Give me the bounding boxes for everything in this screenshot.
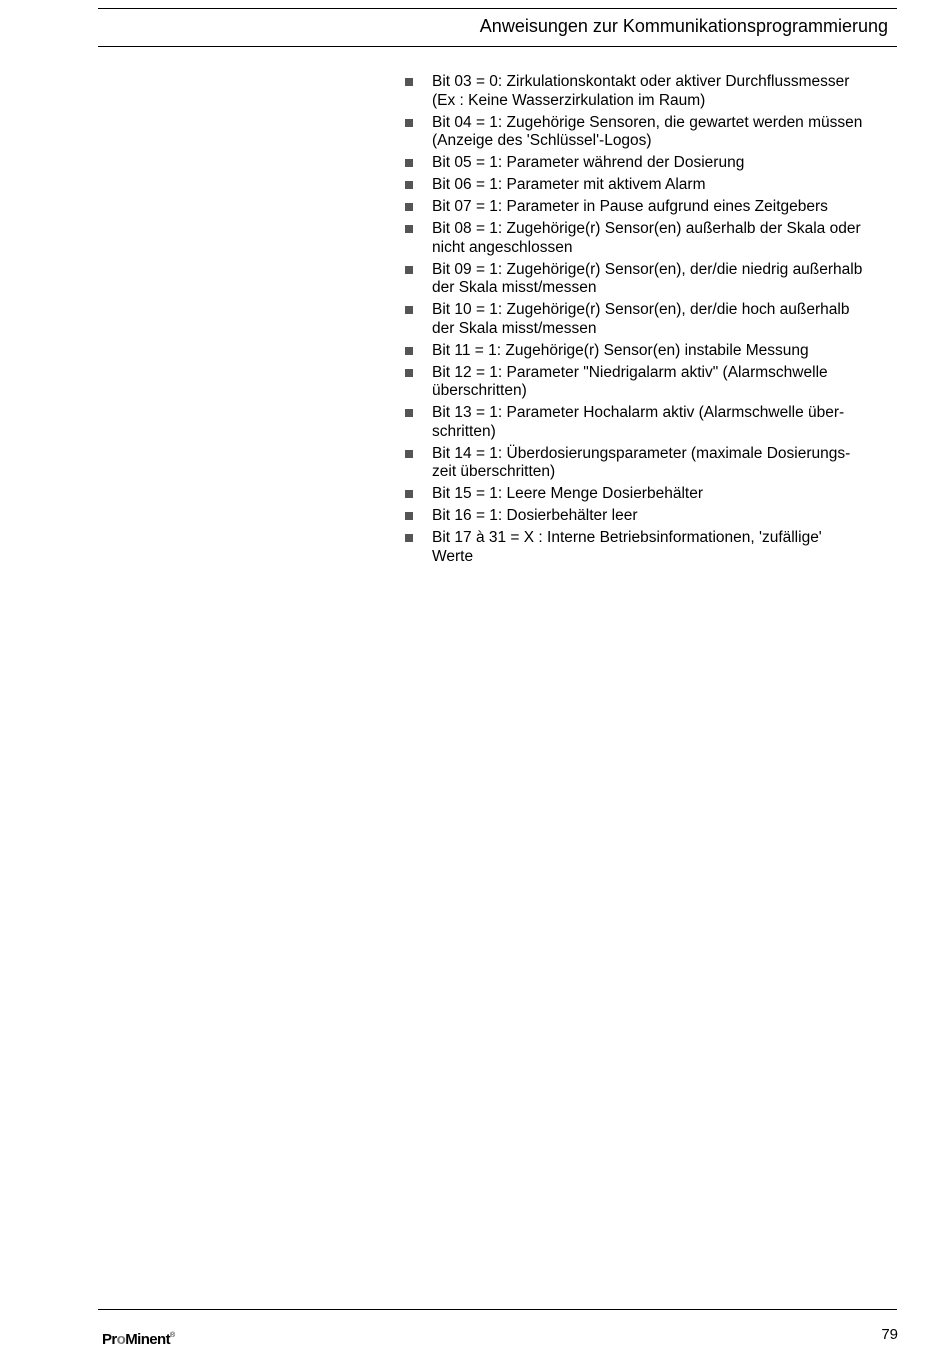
list-item	[404, 261, 904, 298]
page-header-title: Anweisungen zur Kommunikationsprogrammierung	[479, 16, 888, 36]
list-item-text-line: Bit 03 = 0: Zirkulationskontakt oder aktiver Durchflussmesser	[432, 73, 850, 90]
list-item	[404, 529, 904, 566]
square-bullet-icon	[405, 225, 413, 233]
square-bullet-icon	[405, 512, 413, 520]
logo-registered-mark: ®	[169, 1332, 176, 1339]
list-item-text-line: Bit 10 = 1: Zugehörige(r) Sensor(en), der/die hoch außerhalb	[432, 301, 850, 318]
list-item-text-line: Bit 05 = 1: Parameter während der Dosierung	[432, 154, 745, 171]
list-item-text-line: Bit 08 = 1: Zugehörige(r) Sensor(en) außerhalb der Skala oder	[432, 220, 861, 237]
list-item-text-line: nicht angeschlossen	[432, 238, 573, 256]
page-number: 79	[881, 1326, 898, 1343]
logo-text-o: o	[116, 1331, 126, 1348]
square-bullet-icon	[405, 534, 413, 542]
logo-text-minent: Minent	[125, 1331, 170, 1348]
square-bullet-icon	[405, 409, 413, 417]
list-item	[404, 342, 904, 361]
square-bullet-icon	[405, 203, 413, 211]
list-item-text-line: Werte	[432, 547, 474, 565]
list-item-text-line: Bit 09 = 1: Zugehörige(r) Sensor(en), der/die niedrig außerhalb	[432, 260, 863, 278]
square-bullet-icon	[405, 159, 413, 167]
list-item	[404, 114, 904, 151]
square-bullet-icon	[405, 266, 413, 274]
list-item	[404, 364, 904, 401]
list-item	[404, 445, 904, 482]
list-item	[404, 220, 904, 257]
list-item	[404, 485, 904, 504]
list-item-text-line: Bit 04 = 1: Zugehörige Sensoren, die gewartet werden müssen	[432, 113, 863, 131]
list-item-text-line: (Anzeige des 'Schlüssel'-Logos)	[432, 132, 652, 149]
square-bullet-icon	[405, 181, 413, 189]
header-top-rule	[98, 8, 897, 9]
list-item	[404, 198, 904, 217]
square-bullet-icon	[405, 490, 413, 498]
list-item	[404, 507, 904, 526]
logo-text-pr: Pr	[102, 1331, 117, 1348]
list-item-text-line: Bit 06 = 1: Parameter mit aktivem Alarm	[432, 176, 706, 193]
list-item	[404, 301, 904, 338]
list-item-text-line: überschritten)	[432, 382, 527, 399]
bit-definition-list	[404, 73, 904, 570]
list-item-text-line: Bit 13 = 1: Parameter Hochalarm aktiv (Alarmschwelle über-	[432, 404, 845, 421]
footer-rule	[98, 1309, 897, 1310]
list-item-text-line: der Skala misst/messen	[432, 319, 597, 337]
list-item-text-line: Bit 14 = 1: Überdosierungsparameter (maximale Dosierungs-	[432, 444, 851, 462]
list-item	[404, 154, 904, 173]
list-item-text-line: (Ex : Keine Wasserzirkulation im Raum)	[432, 91, 706, 109]
list-item-text-line: Bit 07 = 1: Parameter in Pause aufgrund eines Zeitgebers	[432, 198, 828, 215]
list-item-text-line: Bit 15 = 1: Leere Menge Dosierbehälter	[432, 485, 703, 502]
list-item-text-line: Bit 17 à 31 = X : Interne Betriebsinformationen, 'zufällige'	[432, 529, 822, 546]
list-item-text-line: schritten)	[432, 422, 496, 440]
list-item-text-line: zeit überschritten)	[432, 463, 556, 480]
square-bullet-icon	[405, 306, 413, 314]
square-bullet-icon	[405, 78, 413, 86]
prominent-logo	[102, 1326, 175, 1350]
list-item-text-line: der Skala misst/messen	[432, 279, 597, 296]
square-bullet-icon	[405, 369, 413, 377]
list-item	[404, 176, 904, 195]
list-item-text-line: Bit 11 = 1: Zugehörige(r) Sensor(en) instabile Messung	[432, 341, 809, 359]
list-item	[404, 404, 904, 441]
square-bullet-icon	[405, 347, 413, 355]
square-bullet-icon	[405, 450, 413, 458]
list-item-text-line: Bit 12 = 1: Parameter "Niedrigalarm aktiv" (Alarmschwelle	[432, 363, 828, 381]
square-bullet-icon	[405, 119, 413, 127]
header-bottom-rule	[98, 46, 897, 47]
list-item-text-line: Bit 16 = 1: Dosierbehälter leer	[432, 507, 638, 524]
list-item	[404, 73, 904, 110]
